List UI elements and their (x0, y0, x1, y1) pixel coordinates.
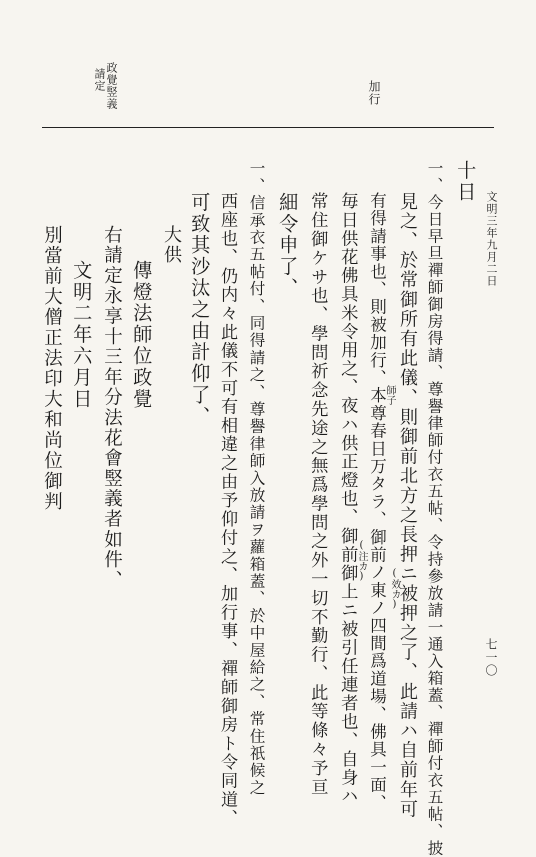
text-column: 一、信承衣五帖付、同得請之、尊譽律師入放請ヲ蘿箱蓋、於中屋給之、常住祇候之 (247, 160, 266, 797)
header-rule (42, 127, 494, 128)
annotation: 師子 (384, 385, 395, 405)
text-column: 西座也、仍内々此儀不可有相違之由予仰付之、加行事、禪師御房ト令同道、 (217, 192, 238, 828)
text-column: 常住御ケサ也、學問祈念先途之無爲學問之外一切不勤行、此等條々予亘 (307, 192, 328, 797)
chapter-running-title: 加行 (367, 80, 381, 106)
text-column: 一、今日早旦禪師御房得請、尊譽律師付衣五帖、令持參放請一通入箱蓋、禪師付衣五帖、披 (425, 160, 444, 857)
left-label-1: 政覺竪義 (105, 62, 118, 110)
text-column: 毎日供花佛具米令用之、夜ハ供正燈也、御前御上ニ被引任連者也、自身ハ (337, 192, 358, 806)
text-column: 大供 (161, 225, 182, 266)
annotation: (效カ) (389, 568, 400, 610)
annotation: (注カ) (356, 540, 367, 582)
text-column: 別當前大僧正法印大和尚位御判 (41, 225, 63, 512)
page-number: 七一〇 (484, 638, 498, 677)
text-column: 右請定永享十三年分法花會竪義者如件、 (101, 225, 123, 591)
text-column: 細令申了、 (276, 192, 300, 299)
left-label-2: 請定 (93, 68, 106, 92)
text-column: 文明二年六月日 (70, 260, 94, 410)
text-column: 見之、於常御所有此儀、則御前北方之長押ニ被押之了、此請ハ自前年可 (397, 192, 418, 820)
text-column: 十日 (454, 160, 478, 203)
text-column: 傳燈法師位政覺 (130, 260, 154, 410)
date-running-head: 文明三年九月二日 (485, 191, 498, 287)
text-column: 有得請事也、則被加行、本尊春日万タラ、御前ノ東ノ四間爲道場、佛具一面、 (367, 192, 387, 812)
text-column: 可致其沙汰之由計仰了、 (188, 192, 212, 428)
